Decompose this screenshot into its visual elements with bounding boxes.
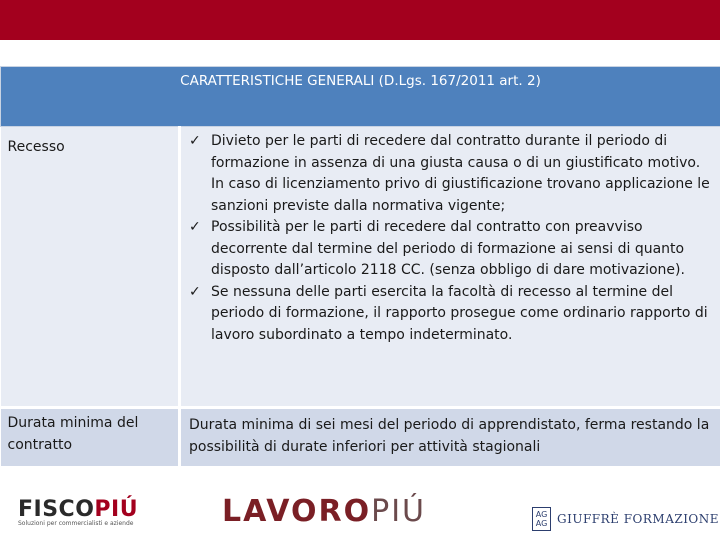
footer-logos	[0, 490, 720, 540]
fiscopiu-tagline: Soluzioni per commercialisti e aziende	[18, 520, 134, 527]
row-label-cell	[1, 408, 180, 468]
recesso-bullet-list	[181, 127, 720, 346]
durata-text: Durata minima di sei mesi del periodo di apprendistato, ferma restando la possibilità di durate inferiori per attività stagionali	[189, 417, 710, 455]
lavoropiu-logo-piu: PIÚ	[371, 494, 427, 529]
bullet-text: Possibilità per le parti di recedere dal contratto con preavviso decorrente dal termine del periodo di formazione ai sensi di quanto disposto dall’articolo 2118 CC. (senza obbligo di dare motivazione).	[211, 219, 685, 278]
fiscopiu-logo-piu: PIÚ	[94, 497, 139, 522]
fiscopiu-logo	[18, 497, 138, 527]
giuffre-emblem-icon: AG AG	[532, 507, 551, 531]
top-accent-bar	[0, 0, 720, 40]
row-content-cell	[180, 127, 720, 408]
checkmark-icon: ✓	[189, 283, 201, 300]
giuffre-formazione-text: GIUFFRÈ FORMAZIONE	[557, 512, 720, 526]
lavoropiu-logo	[222, 494, 426, 529]
row-label-recesso: Recesso	[7, 139, 65, 155]
table-row	[1, 127, 720, 408]
list-item	[189, 282, 715, 347]
bullet-text: Se nessuna delle parti esercita la facoltà di recesso al termine del periodo di formazione, il rapporto prosegue come ordinario rapporto di lavoro subordinato a tempo indeterminato.	[211, 283, 708, 343]
lavoropiu-logo-main: LAVORO	[222, 494, 372, 529]
row-content-cell	[180, 408, 720, 468]
giuffre-formazione-logo	[532, 507, 719, 531]
list-item	[189, 131, 715, 217]
checkmark-icon: ✓	[189, 133, 201, 149]
row-label-durata: Durata minima del contratto	[7, 415, 139, 453]
fiscopiu-logo-main: FISCO	[18, 497, 95, 522]
characteristics-table	[0, 66, 720, 469]
list-item	[189, 217, 715, 282]
checkmark-icon: ✓	[189, 219, 201, 235]
table-row	[1, 408, 720, 468]
table-header	[1, 67, 720, 127]
bullet-text: Divieto per le parti di recedere dal contratto durante il periodo di formazione in assenza di una giusta causa o di un giustificato motivo. In caso di licenziamento privo di giustificazione trovano applicazione le sanzioni previste dalla normativa vigente;	[211, 133, 710, 214]
table-header-title: CARATTERISTICHE GENERALI (D.Lgs. 167/2011 art. 2)	[180, 73, 541, 89]
row-label-cell	[1, 127, 180, 408]
